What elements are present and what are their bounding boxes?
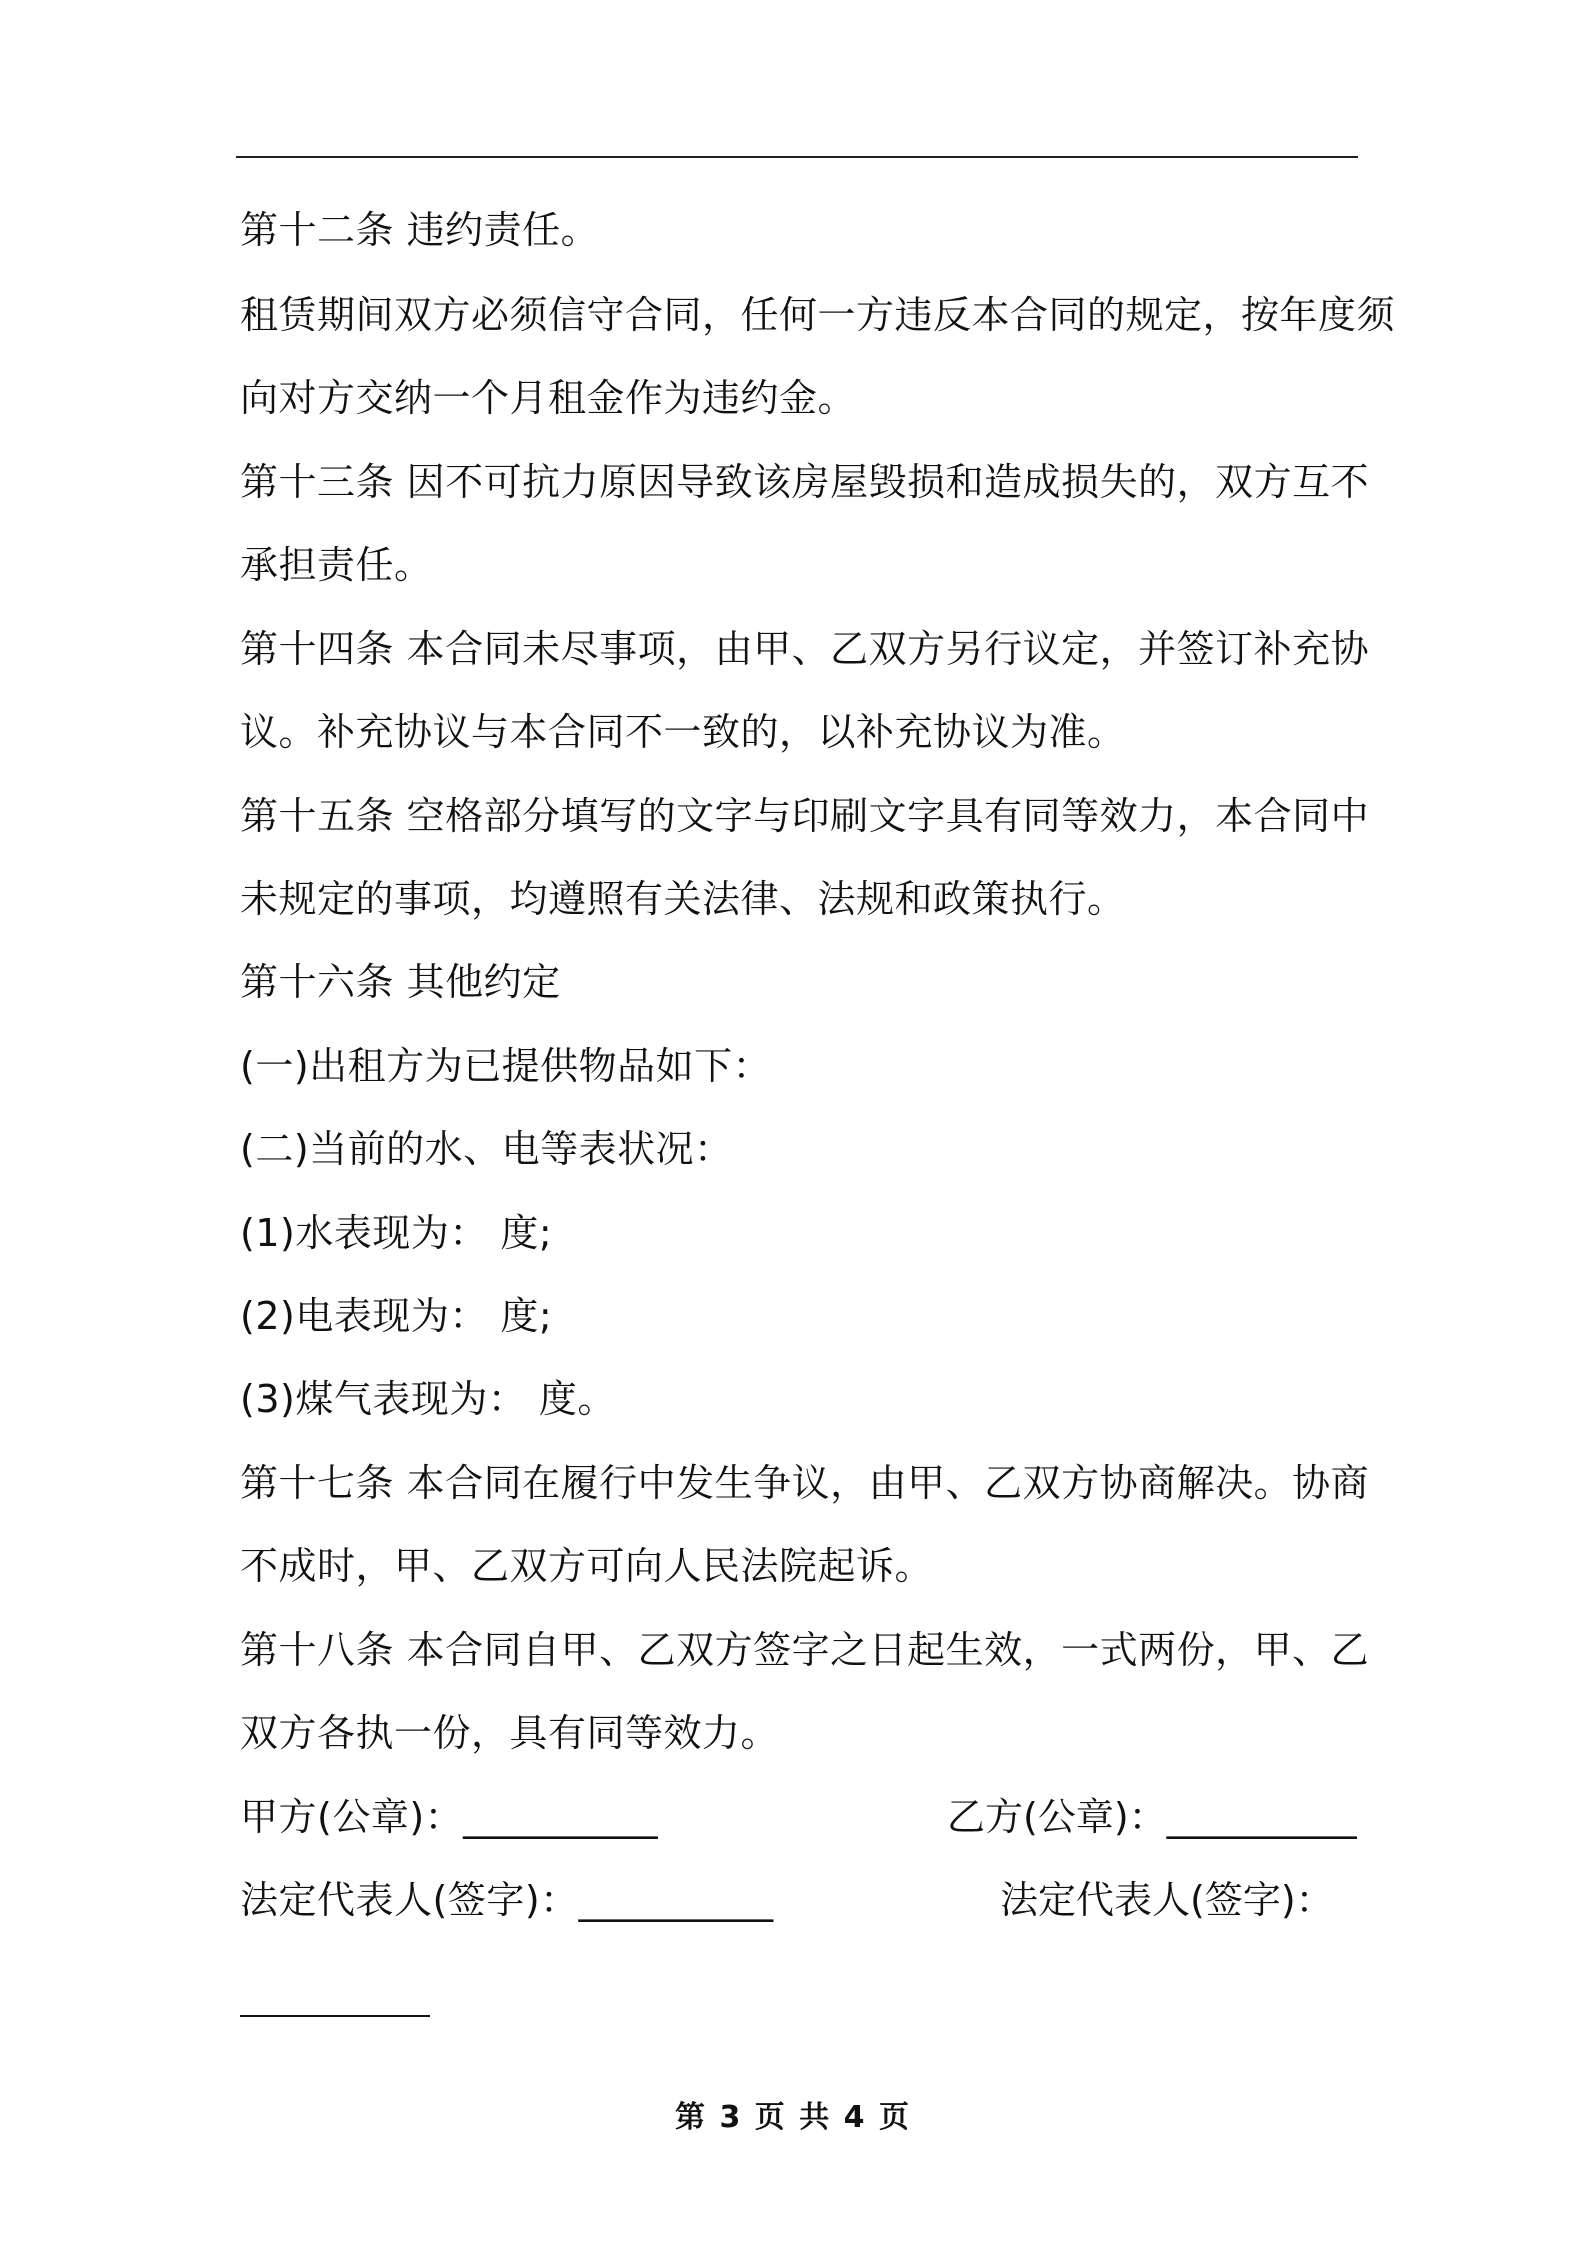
article-18-line-2: 双方各执一份，具有同等效力。	[240, 1711, 780, 1755]
party-b-seal-field: 乙方(公章)：__________	[947, 1795, 1357, 1839]
electric-meter-reading: (2)电表现为： 度;	[240, 1294, 553, 1338]
article-14-line-1: 第十四条 本合同未尽事项，由甲、乙双方另行议定，并签订补充协	[240, 627, 1370, 671]
water-meter-reading: (1)水表现为： 度;	[240, 1211, 553, 1255]
article-14-line-2: 议。补充协议与本合同不一致的，以补充协议为准。	[240, 710, 1126, 754]
article-16-heading: 第十六条 其他约定	[240, 960, 561, 1004]
article-18-line-1: 第十八条 本合同自甲、乙双方签字之日起生效，一式两份，甲、乙	[240, 1628, 1370, 1672]
article-17-line-2: 不成时，甲、乙双方可向人民法院起诉。	[240, 1544, 934, 1588]
party-a-representative-field: 法定代表人(签字)：__________	[240, 1878, 774, 1922]
article-16-item-1: (一)出租方为已提供物品如下：	[240, 1044, 772, 1088]
article-13-line-2: 承担责任。	[240, 543, 433, 587]
article-15-line-2: 未规定的事项，均遵照有关法律、法规和政策执行。	[240, 877, 1126, 921]
article-12-body-line-2: 向对方交纳一个月租金作为违约金。	[240, 376, 857, 420]
party-b-representative-field: 法定代表人(签字)：	[1000, 1878, 1334, 1922]
article-12-heading: 第十二条 违约责任。	[240, 208, 600, 252]
article-16-item-2: (二)当前的水、电等表状况：	[240, 1127, 733, 1171]
article-13-line-1: 第十三条 因不可抗力原因导致该房屋毁损和造成损失的，双方互不	[240, 460, 1370, 504]
gas-meter-reading: (3)煤气表现为： 度。	[240, 1377, 616, 1421]
article-17-line-1: 第十七条 本合同在履行中发生争议，由甲、乙双方协商解决。协商	[240, 1461, 1370, 1505]
article-15-line-1: 第十五条 空格部分填写的文字与印刷文字具有同等效力，本合同中	[240, 794, 1370, 838]
header-rule	[236, 156, 1358, 158]
party-b-representative-blank	[240, 2015, 430, 2017]
page-number-footer: 第 3 页 共 4 页	[675, 2100, 911, 2135]
article-12-body-line-1: 租赁期间双方必须信守合同，任何一方违反本合同的规定，按年度须	[240, 293, 1396, 337]
party-a-seal-field: 甲方(公章)：__________	[240, 1795, 659, 1839]
